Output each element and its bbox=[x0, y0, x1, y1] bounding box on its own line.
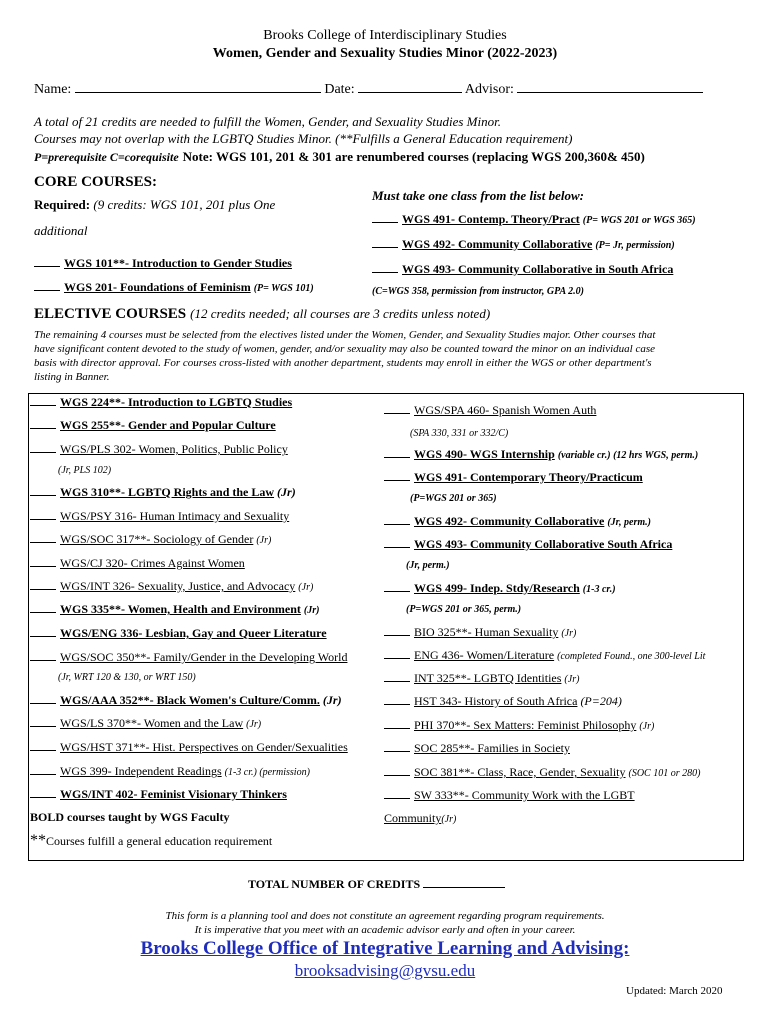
elective-wgs402 bbox=[30, 787, 287, 802]
date-label: Date: bbox=[324, 82, 355, 97]
elective-wgs224 bbox=[30, 395, 292, 410]
checkbox-line[interactable] bbox=[384, 727, 410, 729]
course-title: WGS/PSY 316- Human Intimacy and Sexuality bbox=[60, 509, 290, 523]
elective-wgs490 bbox=[384, 447, 698, 462]
course-title: WGS/LS 370**- Women and the Law bbox=[60, 716, 244, 730]
checkbox-line[interactable] bbox=[384, 590, 410, 592]
name-label: Name: bbox=[34, 82, 72, 97]
course-note: (Jr) bbox=[441, 814, 457, 825]
course-title: WGS/ENG 336- Lesbian, Gay and Queer Literature bbox=[60, 626, 327, 640]
elective-phi370 bbox=[384, 718, 654, 733]
core-heading: CORE COURSES: bbox=[34, 174, 157, 190]
elective-wgs352 bbox=[30, 693, 342, 708]
course-note: (Jr) bbox=[277, 485, 296, 499]
course-title: WGS 255**- Gender and Popular Culture bbox=[60, 418, 276, 432]
course-title: PHI 370**- Sex Matters: Feminist Philosophy bbox=[414, 718, 637, 732]
checkbox-line[interactable] bbox=[30, 702, 56, 704]
elective-heading-row bbox=[34, 305, 490, 323]
checkbox-line[interactable] bbox=[384, 523, 410, 525]
core-option-491 bbox=[372, 212, 696, 227]
course-title: SOC 285**- Families in Society bbox=[414, 741, 570, 755]
elective-soc381 bbox=[384, 765, 700, 780]
checkbox-line[interactable] bbox=[384, 797, 410, 799]
core-required bbox=[34, 197, 275, 213]
wgs493-note: (Jr, perm.) bbox=[406, 560, 450, 571]
course-title: SW 333**- Community Work with the LGBT bbox=[414, 788, 635, 802]
course-note: (Jr) bbox=[303, 605, 320, 616]
elective-wgs493 bbox=[384, 537, 672, 552]
elective-wgs316 bbox=[30, 509, 289, 524]
date-field[interactable] bbox=[358, 92, 462, 93]
elective-wgs335 bbox=[30, 602, 319, 617]
course-note: (P=204) bbox=[580, 694, 622, 708]
checkbox-line[interactable] bbox=[30, 565, 56, 567]
course-title: WGS/INT 326- Sexuality, Justice, and Advocacy bbox=[60, 579, 296, 593]
checkbox-line[interactable] bbox=[30, 611, 56, 613]
required-label: Required: bbox=[34, 197, 91, 212]
checkbox-line[interactable] bbox=[34, 289, 60, 291]
wgs302-note: (Jr, PLS 102) bbox=[58, 465, 112, 476]
course-title: WGS 399- Independent Readings bbox=[60, 764, 222, 778]
checkbox-line[interactable] bbox=[30, 518, 56, 520]
elective-soc285 bbox=[384, 741, 570, 756]
core-option-493-note: (C=WGS 358, permission from instructor, GPA 2.0) bbox=[372, 286, 584, 297]
gen-ed-note bbox=[30, 832, 272, 850]
checkbox-line[interactable] bbox=[372, 271, 398, 273]
gen-ed-text: Courses fulfill a general education requirement bbox=[46, 834, 273, 848]
elective-wgs370 bbox=[30, 716, 261, 731]
desc-line: The remaining 4 courses must be selected from the electives listed under the Women, Gender, and Sexuality Studies major. Other courses that bbox=[34, 329, 656, 341]
course-note: (Jr) bbox=[561, 628, 577, 639]
course-note: (Jr, perm.) bbox=[607, 517, 651, 528]
course-title: HST 343- History of South Africa bbox=[414, 694, 578, 708]
elective-sw333 bbox=[384, 788, 635, 803]
checkbox-line[interactable] bbox=[30, 541, 56, 543]
advisor-label: Advisor: bbox=[464, 82, 514, 97]
elective-hst343 bbox=[384, 694, 622, 709]
course-title: WGS/INT 402- Feminist Visionary Thinkers bbox=[60, 787, 287, 801]
checkbox-line[interactable] bbox=[30, 635, 56, 637]
checkbox-line[interactable] bbox=[30, 773, 56, 775]
elective-int325 bbox=[384, 671, 579, 686]
checkbox-line[interactable] bbox=[30, 749, 56, 751]
checkbox-line[interactable] bbox=[384, 412, 410, 414]
name-field[interactable] bbox=[75, 92, 321, 93]
elective-wgs491 bbox=[384, 470, 643, 485]
checkbox-line[interactable] bbox=[30, 451, 56, 453]
course-title: WGS/SPA 460- Spanish Women Auth bbox=[414, 403, 597, 417]
wgs350-note: (Jr, WRT 120 & 130, or WRT 150) bbox=[58, 672, 196, 683]
core-option-492 bbox=[372, 237, 675, 252]
course-title: WGS 101**- Introduction to Gender Studies bbox=[64, 256, 292, 270]
advising-email-link[interactable]: brooksadvising@gvsu.edu bbox=[294, 961, 476, 980]
course-title: WGS 310**- LGBTQ Rights and the Law bbox=[60, 485, 275, 499]
desc-line: basis with director approval. For courses cross-listed with another department, students may enroll in either the WGS or other department's bbox=[34, 357, 652, 369]
course-title: WGS/AAA 352**- Black Women's Culture/Comm. bbox=[60, 693, 320, 707]
wgs499-note: (P=WGS 201 or 365, perm.) bbox=[406, 604, 522, 615]
course-note: (P= WGS 201 or WGS 365) bbox=[582, 215, 696, 226]
intro-line-1: A total of 21 credits are needed to fulfill the Women, Gender, and Sexuality Studies Minor. bbox=[34, 114, 501, 129]
course-note: (1-3 cr.) bbox=[582, 584, 616, 595]
elective-wgs320 bbox=[30, 556, 245, 571]
total-credits bbox=[248, 877, 505, 892]
elective-wgs399 bbox=[30, 764, 310, 779]
course-title: WGS 224**- Introduction to LGBTQ Studies bbox=[60, 395, 293, 409]
desc-line: have significant content devoted to the study of women, gender, and/or sexuality may also be counted toward the minor on an individual case bbox=[34, 343, 655, 355]
checkbox-line[interactable] bbox=[30, 588, 56, 590]
course-note: (Jr) bbox=[256, 535, 272, 546]
checkbox-line[interactable] bbox=[30, 404, 56, 406]
form-row bbox=[34, 82, 703, 98]
checkbox-line[interactable] bbox=[372, 221, 398, 223]
course-title: WGS 499- Indep. Stdy/Research bbox=[414, 581, 580, 595]
elective-wgs302 bbox=[30, 442, 288, 457]
renumber-note: Note: WGS 101, 201 & 301 are renumbered courses (replacing WGS 200,360& 450) bbox=[182, 149, 645, 164]
advising-office-link[interactable]: Brooks College Office of Integrative Learning and Advising: bbox=[140, 938, 630, 959]
checkbox-line[interactable] bbox=[372, 246, 398, 248]
core-wgs101 bbox=[34, 256, 292, 271]
elective-wgs499 bbox=[384, 581, 616, 596]
checkbox-line[interactable] bbox=[384, 456, 410, 458]
core-additional: additional bbox=[34, 223, 88, 238]
course-title: WGS/SOC 350**- Family/Gender in the Developing World bbox=[60, 650, 348, 664]
elective-wgs326 bbox=[30, 579, 313, 594]
disclaimer-2: It is imperative that you meet with an academic advisor early and often in your career. bbox=[194, 924, 576, 936]
elective-wgs350 bbox=[30, 650, 347, 665]
spa460-note: (SPA 330, 331 or 332/C) bbox=[410, 428, 509, 439]
checkbox-line[interactable] bbox=[30, 427, 56, 429]
wgs491-note: (P=WGS 201 or 365) bbox=[410, 493, 497, 504]
advisor-field[interactable] bbox=[517, 92, 703, 93]
course-title: WGS 491- Contemporary Theory/Practicum bbox=[414, 470, 643, 484]
course-title: WGS 491- Contemp. Theory/Pract bbox=[402, 212, 580, 226]
elective-heading-note: (12 credits needed; all courses are 3 credits unless noted) bbox=[190, 306, 491, 321]
course-title: WGS/CJ 320- Crimes Against Women bbox=[60, 556, 245, 570]
elective-spa460 bbox=[384, 403, 596, 418]
course-title: WGS 493- Community Collaborative South Africa bbox=[414, 537, 673, 551]
course-title: WGS/HST 371**- Hist. Perspectives on Gender/Sexualities bbox=[60, 740, 348, 754]
checkbox-line[interactable] bbox=[30, 796, 56, 798]
stars: ** bbox=[30, 832, 46, 849]
college-name: Brooks College of Interdisciplinary Studies bbox=[263, 28, 507, 43]
course-title: SOC 381**- Class, Race, Gender, Sexuality bbox=[414, 765, 626, 779]
course-title-cont: Community bbox=[384, 811, 442, 825]
course-note: (Jr) bbox=[322, 693, 342, 707]
course-title: WGS 492- Community Collaborative bbox=[414, 514, 605, 528]
course-note: (Jr) bbox=[639, 721, 655, 732]
course-title: WGS 493- Community Collaborative in South Africa bbox=[402, 262, 674, 276]
intro-line-2: Courses may not overlap with the LGBTQ Studies Minor. (**Fulfills a General Education requirement) bbox=[34, 131, 573, 146]
total-credits-field[interactable] bbox=[423, 887, 505, 888]
checkbox-line[interactable] bbox=[384, 774, 410, 776]
course-note: (Jr) bbox=[564, 674, 580, 685]
course-note: (completed Found., one 300-level Lit bbox=[557, 651, 706, 662]
page-title: Women, Gender and Sexuality Studies Minor (2022-2023) bbox=[212, 46, 558, 61]
must-take-text: Must take one class from the list below: bbox=[372, 188, 584, 203]
checkbox-line[interactable] bbox=[384, 657, 410, 659]
checkbox-line[interactable] bbox=[384, 634, 410, 636]
course-title: WGS 201- Foundations of Feminism bbox=[64, 280, 251, 294]
course-note: (P= WGS 101) bbox=[253, 283, 314, 294]
course-note: (Jr) bbox=[246, 719, 262, 730]
elective-description bbox=[34, 328, 655, 384]
legend-text: P=prerequisite C=corequisite bbox=[34, 150, 179, 164]
elective-bio325 bbox=[384, 625, 576, 640]
course-note: (Jr) bbox=[298, 582, 314, 593]
course-title: WGS 335**- Women, Health and Environment bbox=[60, 602, 301, 616]
course-title: WGS 490- WGS Internship bbox=[414, 447, 555, 461]
course-title: WGS 492- Community Collaborative bbox=[402, 237, 593, 251]
course-note: (variable cr.) (12 hrs WGS, perm.) bbox=[557, 450, 699, 461]
elective-wgs310 bbox=[30, 485, 296, 500]
checkbox-line[interactable] bbox=[34, 265, 60, 267]
core-option-493 bbox=[372, 262, 673, 277]
checkbox-line[interactable] bbox=[30, 725, 56, 727]
sw333-continuation bbox=[384, 811, 456, 826]
elective-heading: ELECTIVE COURSES bbox=[34, 306, 187, 322]
course-title: ENG 436- Women/Literature bbox=[414, 648, 555, 662]
course-title: WGS/PLS 302- Women, Politics, Public Policy bbox=[60, 442, 288, 456]
course-title: WGS/SOC 317**- Sociology of Gender bbox=[60, 532, 254, 546]
updated-date: Updated: March 2020 bbox=[626, 985, 723, 997]
core-wgs201 bbox=[34, 280, 314, 295]
bold-note: BOLD courses taught by WGS Faculty bbox=[30, 810, 230, 824]
checkbox-line[interactable] bbox=[384, 750, 410, 752]
checkbox-line[interactable] bbox=[384, 680, 410, 682]
course-note: (SOC 101 or 280) bbox=[628, 768, 701, 779]
elective-wgs336 bbox=[30, 626, 327, 641]
course-note: (P= Jr, permission) bbox=[595, 240, 675, 251]
elective-wgs492 bbox=[384, 514, 651, 529]
checkbox-line[interactable] bbox=[384, 479, 410, 481]
checkbox-line[interactable] bbox=[30, 494, 56, 496]
course-note: (1-3 cr.) (permission) bbox=[224, 767, 310, 778]
elective-wgs255 bbox=[30, 418, 276, 433]
total-label: TOTAL NUMBER OF CREDITS bbox=[248, 877, 421, 891]
course-title: BIO 325**- Human Sexuality bbox=[414, 625, 559, 639]
elective-wgs317 bbox=[30, 532, 271, 547]
elective-wgs371 bbox=[30, 740, 348, 755]
desc-line: listing in Banner. bbox=[34, 371, 110, 383]
disclaimer-1: This form is a planning tool and does not constitute an agreement regarding program requirements. bbox=[165, 910, 605, 922]
checkbox-line[interactable] bbox=[384, 703, 410, 705]
course-title: INT 325**- LGBTQ Identities bbox=[414, 671, 562, 685]
elective-eng436 bbox=[384, 648, 705, 663]
checkbox-line[interactable] bbox=[384, 546, 410, 548]
note-line bbox=[34, 148, 645, 166]
required-text: (9 credits: WGS 101, 201 plus One bbox=[93, 197, 276, 212]
checkbox-line[interactable] bbox=[30, 659, 56, 661]
